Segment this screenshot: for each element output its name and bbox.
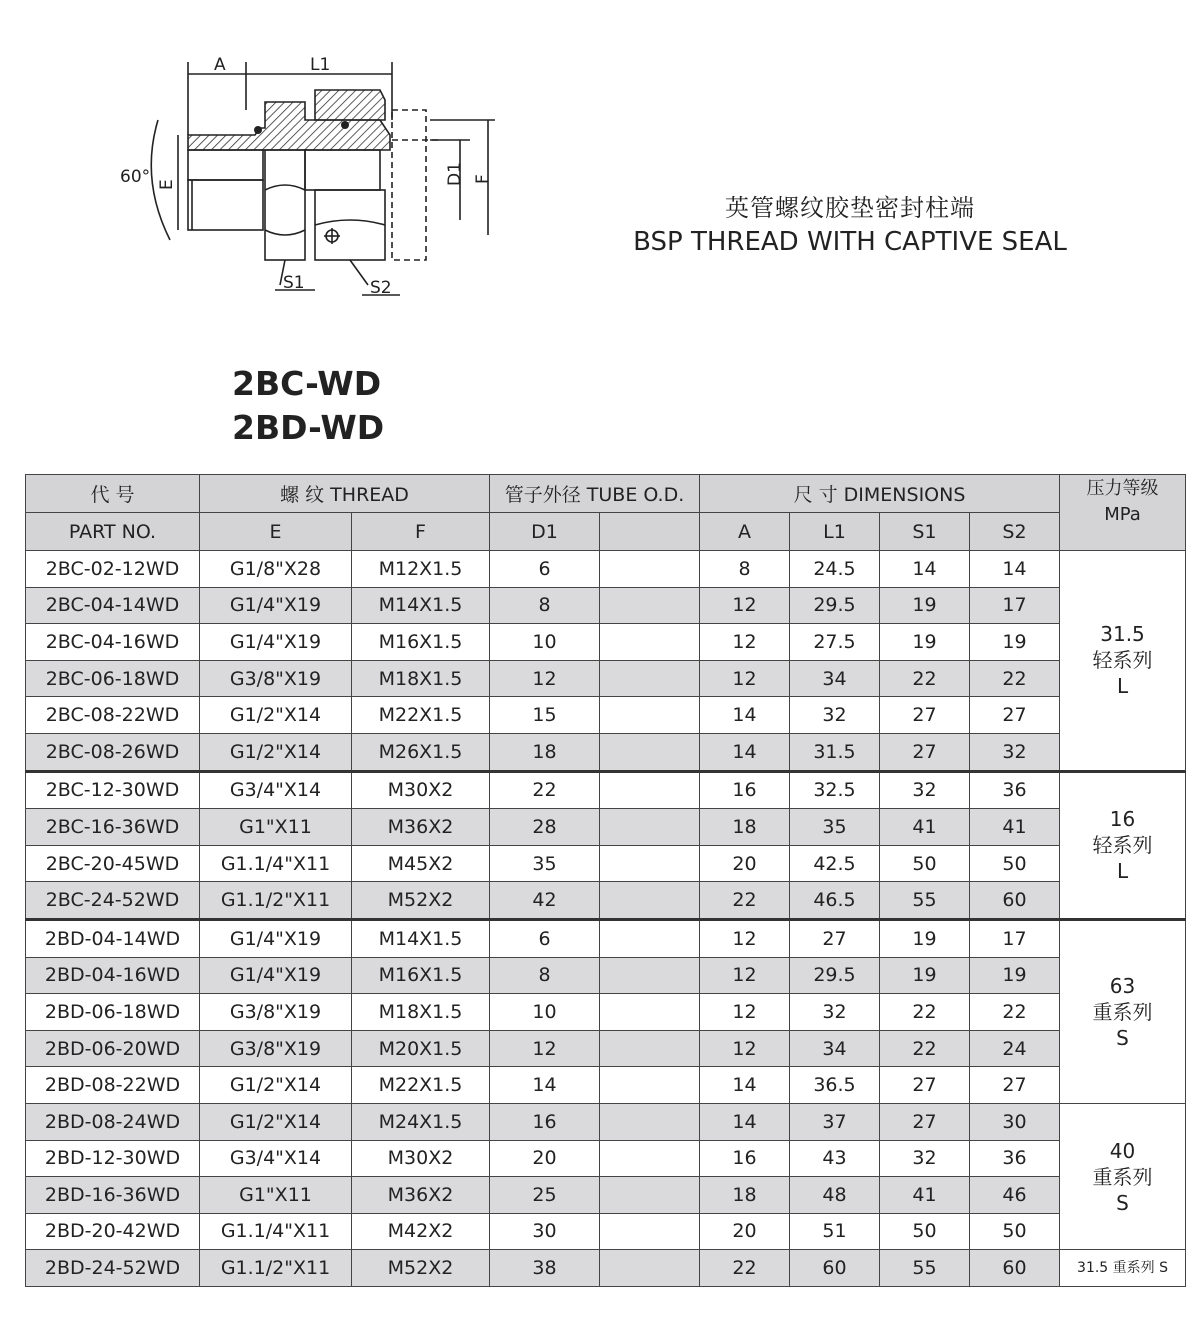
cell-blank [600,809,700,846]
cell-l1: 27 [790,919,880,957]
cell-l1: 31.5 [790,733,880,771]
cell-part: 2BC-12-30WD [26,771,200,809]
table-row [26,1250,1186,1287]
cell-f: M36X2 [352,809,490,846]
cell-f: M22X1.5 [352,1067,490,1104]
cell-s1: 22 [880,1030,970,1067]
header-l1: L1 [790,513,880,551]
cell-s2: 46 [970,1177,1060,1214]
cell-l1: 37 [790,1103,880,1140]
cell-f: M16X1.5 [352,624,490,661]
cell-s1: 27 [880,1103,970,1140]
cell-a: 12 [700,919,790,957]
pressure-line: 轻系列 [1092,833,1153,858]
cell-s1: 22 [880,994,970,1031]
pressure-line: L [1116,674,1129,699]
cell-f: M36X2 [352,1177,490,1214]
table-row [26,882,1186,920]
pressure-line: 轻系列 [1092,648,1153,673]
cell-f: M30X2 [352,771,490,809]
cell-d1: 42 [490,882,600,920]
cell-part: 2BD-24-52WD [26,1250,200,1287]
cell-l1: 32 [790,994,880,1031]
cell-e: G1"X11 [200,1177,352,1214]
cell-blank [600,587,700,624]
cell-d1: 6 [490,551,600,588]
cell-s2: 41 [970,809,1060,846]
cell-l1: 29.5 [790,957,880,994]
cell-s2: 50 [970,845,1060,882]
cell-d1: 15 [490,697,600,734]
header-blank [600,513,700,551]
cell-blank [600,551,700,588]
cell-a: 12 [700,587,790,624]
cell-s1: 50 [880,1213,970,1250]
cell-blank [600,957,700,994]
fitting-drawing [100,40,540,310]
header-s2: S2 [970,513,1060,551]
cell-f: M26X1.5 [352,733,490,771]
cell-f: M45X2 [352,845,490,882]
cell-s2: 14 [970,551,1060,588]
pressure-line: 重系列 [1092,999,1153,1024]
cell-s1: 27 [880,697,970,734]
cell-a: 22 [700,882,790,920]
header-pressure [1060,475,1186,551]
cell-e: G1/4"X19 [200,624,352,661]
cell-l1: 48 [790,1177,880,1214]
cell-l1: 36.5 [790,1067,880,1104]
cell-f: M14X1.5 [352,919,490,957]
cell-part: 2BD-16-36WD [26,1177,200,1214]
cell-s1: 55 [880,1250,970,1287]
cell-part: 2BC-20-45WD [26,845,200,882]
label-d1: D1 [445,162,465,186]
cell-s2: 22 [970,660,1060,697]
label-f: F [473,174,493,184]
cell-e: G1.1/2"X11 [200,882,352,920]
table-row [26,845,1186,882]
cell-e: G3/4"X14 [200,1140,352,1177]
table-row [26,994,1186,1031]
header-code-cn: 代 号 [26,475,200,513]
cell-e: G1"X11 [200,809,352,846]
cell-part: 2BC-06-18WD [26,660,200,697]
cell-l1: 27.5 [790,624,880,661]
cell-f: M16X1.5 [352,957,490,994]
pressure-line: 31.5 [1100,622,1145,647]
cell-s2: 17 [970,587,1060,624]
header-dimensions: 尺 寸 DIMENSIONS [700,475,1060,513]
table-row [26,697,1186,734]
cell-blank [600,845,700,882]
cell-blank [600,1140,700,1177]
cell-blank [600,624,700,661]
table-row [26,624,1186,661]
cell-l1: 60 [790,1250,880,1287]
cell-part: 2BD-04-14WD [26,919,200,957]
label-l1: L1 [310,55,331,75]
model-codes [232,362,384,450]
cell-d1: 10 [490,994,600,1031]
cell-l1: 34 [790,660,880,697]
table-row [26,1177,1186,1214]
header-thread: 螺 纹 THREAD [200,475,490,513]
cell-l1: 35 [790,809,880,846]
cell-e: G3/8"X19 [200,1030,352,1067]
cell-f: M18X1.5 [352,994,490,1031]
cell-blank [600,733,700,771]
cell-s1: 55 [880,882,970,920]
cell-d1: 6 [490,919,600,957]
label-e: E [157,179,177,190]
cell-part: 2BD-04-16WD [26,957,200,994]
cell-d1: 8 [490,957,600,994]
cell-s1: 19 [880,587,970,624]
cell-a: 12 [700,1030,790,1067]
pressure-line: S [1116,1190,1129,1215]
label-a: A [214,55,226,75]
cell-pressure-class [1060,919,1186,1103]
cell-blank [600,1067,700,1104]
cell-part: 2BC-04-16WD [26,624,200,661]
header-e: E [200,513,352,551]
cell-d1: 16 [490,1103,600,1140]
cell-blank [600,1250,700,1287]
cell-a: 12 [700,660,790,697]
cell-s2: 36 [970,1140,1060,1177]
cell-s2: 60 [970,1250,1060,1287]
header-mpa: MPa [1104,503,1141,525]
cell-d1: 28 [490,809,600,846]
cell-blank [600,697,700,734]
cell-part: 2BC-02-12WD [26,551,200,588]
cell-a: 20 [700,845,790,882]
cell-a: 14 [700,1103,790,1140]
cell-d1: 14 [490,1067,600,1104]
cell-part: 2BD-08-24WD [26,1103,200,1140]
table-row [26,957,1186,994]
cell-d1: 20 [490,1140,600,1177]
cell-e: G1/8"X28 [200,551,352,588]
cell-d1: 35 [490,845,600,882]
cell-l1: 46.5 [790,882,880,920]
cell-l1: 32 [790,697,880,734]
table-row [26,1030,1186,1067]
title-chinese: 英管螺纹胶垫密封柱端 [725,194,975,222]
cell-pressure-class [1060,1103,1186,1249]
label-s2: S2 [370,278,392,298]
cell-pressure-class [1060,771,1186,919]
cell-a: 18 [700,1177,790,1214]
pressure-line: S [1116,1025,1129,1050]
cell-a: 8 [700,551,790,588]
cell-e: G1/4"X19 [200,919,352,957]
header-pressure-cn: 压力等级 [1086,477,1159,499]
cell-a: 16 [700,771,790,809]
cell-s2: 36 [970,771,1060,809]
table-row [26,771,1186,809]
table-row [26,919,1186,957]
pressure-line: 40 [1109,1138,1136,1163]
cell-s1: 41 [880,1177,970,1214]
table-row [26,551,1186,588]
title-english: BSP THREAD WITH CAPTIVE SEAL [633,227,1067,257]
cell-e: G1.1/4"X11 [200,845,352,882]
cell-e: G1/4"X19 [200,587,352,624]
label-s1: S1 [283,273,305,293]
table-row [26,1103,1186,1140]
cell-d1: 22 [490,771,600,809]
cell-l1: 24.5 [790,551,880,588]
cell-s2: 30 [970,1103,1060,1140]
cell-l1: 32.5 [790,771,880,809]
cell-s2: 19 [970,624,1060,661]
cell-a: 22 [700,1250,790,1287]
table-row [26,733,1186,771]
cell-d1: 25 [490,1177,600,1214]
pressure-line: 重系列 [1092,1164,1153,1189]
cell-a: 12 [700,624,790,661]
cell-d1: 30 [490,1213,600,1250]
cell-f: M30X2 [352,1140,490,1177]
cell-pressure-class [1060,1250,1186,1287]
table-row [26,809,1186,846]
pressure-line: 16 [1109,807,1136,832]
cell-s2: 24 [970,1030,1060,1067]
cell-blank [600,1103,700,1140]
spec-table [25,474,1186,1287]
cell-s2: 27 [970,697,1060,734]
cell-blank [600,660,700,697]
cell-f: M20X1.5 [352,1030,490,1067]
title-block [600,188,1100,257]
cell-l1: 42.5 [790,845,880,882]
header-s1: S1 [880,513,970,551]
cell-d1: 38 [490,1250,600,1287]
cell-part: 2BD-06-20WD [26,1030,200,1067]
cell-d1: 8 [490,587,600,624]
cell-a: 14 [700,697,790,734]
cell-e: G1/2"X14 [200,733,352,771]
cell-e: G3/8"X19 [200,994,352,1031]
cell-part: 2BD-12-30WD [26,1140,200,1177]
cell-s2: 17 [970,919,1060,957]
cell-s2: 19 [970,957,1060,994]
cell-s1: 27 [880,733,970,771]
cell-part: 2BC-16-36WD [26,809,200,846]
cell-blank [600,1177,700,1214]
cell-d1: 10 [490,624,600,661]
cell-blank [600,1213,700,1250]
cell-e: G1/4"X19 [200,957,352,994]
table-row [26,1140,1186,1177]
cell-d1: 18 [490,733,600,771]
cell-s1: 19 [880,624,970,661]
cell-f: M52X2 [352,882,490,920]
table-row [26,1213,1186,1250]
header-d1: D1 [490,513,600,551]
cell-s2: 27 [970,1067,1060,1104]
cell-s1: 14 [880,551,970,588]
cell-f: M22X1.5 [352,697,490,734]
cell-blank [600,1030,700,1067]
pressure-line: 63 [1109,973,1136,998]
cell-s1: 22 [880,660,970,697]
cell-part: 2BD-06-18WD [26,994,200,1031]
cell-part: 2BD-08-22WD [26,1067,200,1104]
cell-e: G1/2"X14 [200,1103,352,1140]
table-row [26,1067,1186,1104]
cell-blank [600,771,700,809]
table-header [26,475,1186,551]
cell-e: G1/2"X14 [200,697,352,734]
cell-e: G1.1/2"X11 [200,1250,352,1287]
label-angle: 60° [120,167,151,187]
cell-a: 12 [700,957,790,994]
cell-l1: 43 [790,1140,880,1177]
table-row [26,587,1186,624]
cell-s1: 32 [880,1140,970,1177]
cell-s1: 41 [880,809,970,846]
cell-s1: 19 [880,919,970,957]
cell-part: 2BC-24-52WD [26,882,200,920]
cell-s2: 50 [970,1213,1060,1250]
cell-d1: 12 [490,660,600,697]
model-code: 2BD-WD [232,408,385,447]
cell-s2: 32 [970,733,1060,771]
cell-l1: 51 [790,1213,880,1250]
cell-part: 2BD-20-42WD [26,1213,200,1250]
cell-e: G1/2"X14 [200,1067,352,1104]
cell-a: 14 [700,1067,790,1104]
cell-f: M12X1.5 [352,551,490,588]
pressure-line: L [1116,859,1129,884]
cell-f: M52X2 [352,1250,490,1287]
table-body [26,551,1186,1287]
cell-s1: 19 [880,957,970,994]
cell-d1: 12 [490,1030,600,1067]
cell-s1: 32 [880,771,970,809]
cell-e: G3/4"X14 [200,771,352,809]
model-code: 2BC-WD [232,364,382,403]
cell-e: G1.1/4"X11 [200,1213,352,1250]
cell-e: G3/8"X19 [200,660,352,697]
cell-a: 14 [700,733,790,771]
cell-s2: 22 [970,994,1060,1031]
cell-f: M14X1.5 [352,587,490,624]
cell-f: M42X2 [352,1213,490,1250]
pressure-line: 31.5 重系列 S [1077,1260,1168,1277]
cell-s2: 60 [970,882,1060,920]
cell-blank [600,919,700,957]
cell-a: 20 [700,1213,790,1250]
cell-a: 18 [700,809,790,846]
cell-a: 16 [700,1140,790,1177]
cell-s1: 50 [880,845,970,882]
cell-f: M24X1.5 [352,1103,490,1140]
cell-pressure-class [1060,551,1186,772]
cell-l1: 29.5 [790,587,880,624]
cell-l1: 34 [790,1030,880,1067]
cell-a: 12 [700,994,790,1031]
cell-blank [600,994,700,1031]
cell-f: M18X1.5 [352,660,490,697]
cell-s1: 27 [880,1067,970,1104]
header-f: F [352,513,490,551]
header-part-no: PART NO. [26,513,200,551]
cell-part: 2BC-04-14WD [26,587,200,624]
header-tube-od: 管子外径 TUBE O.D. [490,475,700,513]
cell-part: 2BC-08-26WD [26,733,200,771]
table-row [26,660,1186,697]
cell-blank [600,882,700,920]
cell-part: 2BC-08-22WD [26,697,200,734]
header-a: A [700,513,790,551]
